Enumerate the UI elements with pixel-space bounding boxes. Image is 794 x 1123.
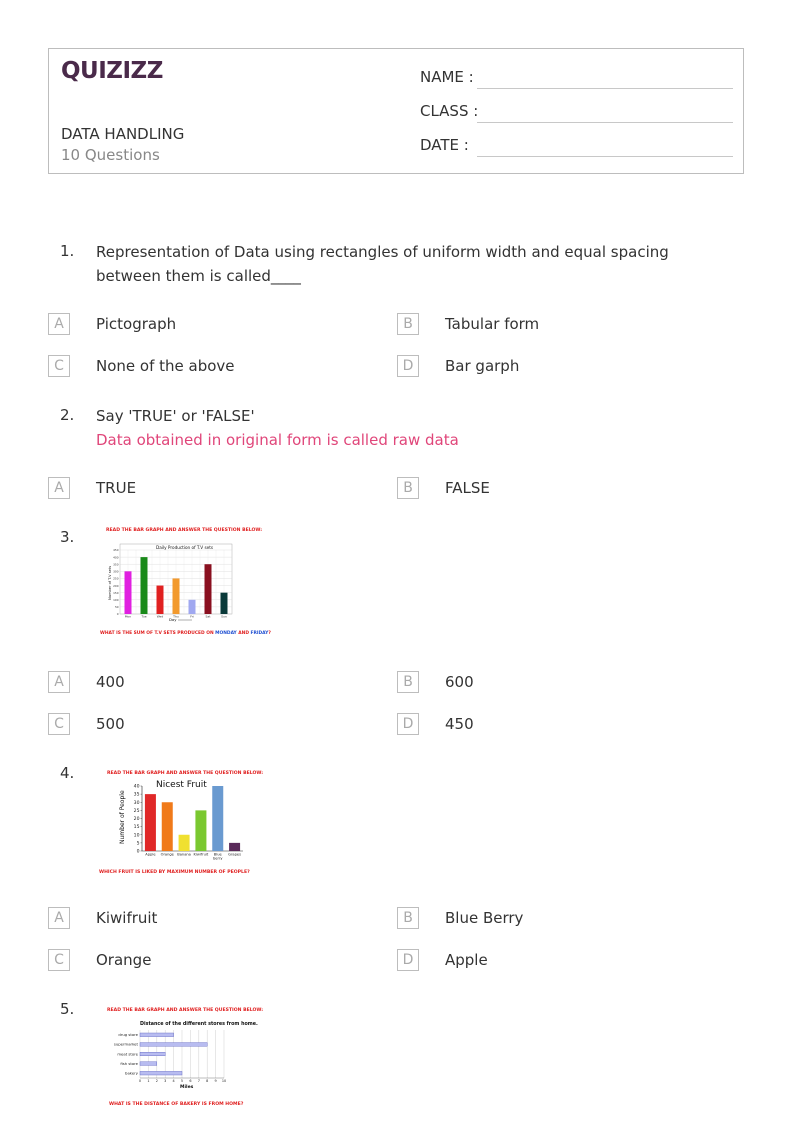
bar <box>140 1043 207 1047</box>
y-tick-label: drug store <box>118 1032 138 1038</box>
option-letter-b[interactable]: B <box>397 907 419 929</box>
y-tick-label: 250 <box>113 576 119 581</box>
x-tick-label: Grapes <box>228 852 242 857</box>
x-tick-label: Sun <box>221 614 227 619</box>
chart-title: Daily Production of T.V sets <box>156 545 214 550</box>
y-tick-label: 0 <box>136 849 140 855</box>
option-text[interactable]: Pictograph <box>96 315 177 333</box>
option-text[interactable]: Orange <box>96 951 152 969</box>
x-tick-label: Wed <box>156 614 164 619</box>
y-tick-label: 350 <box>113 562 119 567</box>
option-text[interactable]: Apple <box>445 951 488 969</box>
y-ticks <box>134 784 142 855</box>
chart-question: WHAT IS THE DISTANCE OF BAKERY IS FROM HOME? <box>109 1102 244 1107</box>
question-number: 5. <box>60 1000 75 1018</box>
quizizz-logo: QUIZIZZ <box>61 58 163 84</box>
x-ticks <box>139 1079 226 1083</box>
chart-title: Distance of the different stores from home. <box>140 1022 258 1027</box>
y-tick-label: 5 <box>136 841 140 847</box>
option-text[interactable]: TRUE <box>96 479 137 497</box>
worksheet-title: DATA HANDLING <box>61 125 185 143</box>
option-letter-d[interactable]: D <box>397 949 419 971</box>
x-tick-label: Apple <box>145 852 156 857</box>
bar <box>229 843 240 851</box>
y-axis-label: Number of T.V sets <box>108 565 112 600</box>
option-text[interactable]: FALSE <box>445 479 490 497</box>
chart-heading: READ THE BAR GRAPH AND ANSWER THE QUESTION BELOW: <box>107 771 264 776</box>
option-text[interactable]: Bar garph <box>445 357 520 375</box>
chart-title: Nicest Fruit <box>156 780 207 790</box>
nicest-fruit-bar-chart-image <box>98 766 264 878</box>
option-text[interactable]: 500 <box>96 715 125 733</box>
bar <box>141 557 148 614</box>
x-tick-label: 7 <box>197 1079 200 1083</box>
y-tick-label: fish store <box>120 1060 138 1066</box>
option-letter-a[interactable]: A <box>48 907 70 929</box>
y-tick-label: 15 <box>133 825 140 831</box>
x-tick-label: Fri <box>190 614 194 619</box>
question-statement: Data obtained in original form is called raw data <box>96 431 459 449</box>
option-text[interactable]: Blue Berry <box>445 909 524 927</box>
chart-question: WHICH FRUIT IS LIKED BY MAXIMUM NUMBER OF PEOPLE? <box>99 870 250 875</box>
bar <box>212 786 223 851</box>
x-axis-label: Miles <box>180 1085 194 1090</box>
x-tick-label: Tue <box>141 614 147 619</box>
option-letter-a[interactable]: A <box>48 477 70 499</box>
y-tick-label: 400 <box>113 555 119 560</box>
chart-heading: READ THE BAR GRAPH AND ANSWER THE QUESTION BELOW: <box>107 1008 264 1013</box>
x-tick-label: Thu <box>173 614 179 619</box>
tv-sets-bar-chart-image <box>98 522 271 640</box>
x-tick-label: 9 <box>214 1079 217 1083</box>
x-tick-label: 4 <box>172 1079 175 1083</box>
x-axis-label: Day <box>169 617 177 622</box>
x-tick-label: 2 <box>155 1079 158 1083</box>
x-tick-label: berry <box>212 856 223 861</box>
x-tick-label: 5 <box>180 1079 184 1083</box>
y-axis-label: Number of People <box>119 790 126 844</box>
x-tick-label: 1 <box>147 1079 150 1083</box>
x-tick-label: 6 <box>189 1079 192 1083</box>
date-input-line[interactable] <box>477 156 733 157</box>
y-tick-label: 10 <box>133 833 140 839</box>
x-tick-label: Blue <box>213 852 222 857</box>
option-letter-d[interactable]: D <box>397 713 419 735</box>
question-count: 10 Questions <box>61 146 160 164</box>
x-labels <box>145 853 241 861</box>
date-label: DATE : <box>420 136 469 154</box>
store-distance-bar-chart-image <box>100 1002 264 1110</box>
bars <box>145 786 240 851</box>
y-tick-label: 450 <box>113 548 119 553</box>
option-text[interactable]: 450 <box>445 715 474 733</box>
x-tick-label: Sat <box>205 614 211 619</box>
chart-question: WHAT IS THE SUM OF T.V SETS PRODUCED ON MONDAY AND FRIDAY? <box>100 631 271 636</box>
bar <box>140 1071 182 1075</box>
bar <box>205 564 212 614</box>
x-tick-label: 10 <box>221 1079 227 1083</box>
bar <box>157 586 164 614</box>
option-letter-c[interactable]: C <box>48 355 70 377</box>
option-text[interactable]: Kiwifruit <box>96 909 158 927</box>
bar <box>221 593 228 614</box>
bar <box>173 578 180 614</box>
option-text[interactable]: None of the above <box>96 357 235 375</box>
chart-heading: READ THE BAR GRAPH AND ANSWER THE QUESTION BELOW: <box>106 528 263 533</box>
x-tick-label: 8 <box>206 1079 209 1083</box>
option-letter-b[interactable]: B <box>397 671 419 693</box>
y-tick-label: 30 <box>133 800 140 806</box>
y-tick-label: 100 <box>113 597 119 602</box>
bar <box>140 1033 174 1037</box>
y-tick-label: supermarket <box>113 1041 138 1047</box>
y-tick-label: 40 <box>133 784 140 790</box>
option-letter-c[interactable]: C <box>48 949 70 971</box>
x-tick-label: Orange <box>160 852 174 857</box>
x-tick-label: 0 <box>138 1079 142 1083</box>
y-tick-label: 25 <box>133 808 140 814</box>
question-text: Say 'TRUE' or 'FALSE' <box>96 407 255 425</box>
bar <box>162 802 173 851</box>
y-labels <box>114 1032 139 1075</box>
y-tick-label: 0 <box>116 612 119 617</box>
option-letter-b[interactable]: B <box>397 313 419 335</box>
y-tick-label: 200 <box>113 583 119 588</box>
y-tick-label: 50 <box>114 605 119 610</box>
name-label: NAME : <box>420 68 474 86</box>
bar <box>189 600 196 614</box>
bar <box>125 571 132 614</box>
option-letter-d[interactable]: D <box>397 355 419 377</box>
class-input-line[interactable] <box>477 122 733 123</box>
y-tick-label: meat store <box>117 1051 138 1057</box>
bar <box>140 1052 165 1056</box>
bar <box>140 1062 157 1066</box>
x-tick-label: Mon <box>124 614 132 619</box>
question-text: Representation of Data using rectangles of uniform width and equal spacing between them is called____ <box>96 243 669 285</box>
option-text[interactable]: 400 <box>96 673 125 691</box>
option-text[interactable]: 600 <box>445 673 474 691</box>
question-number: 4. <box>60 764 75 782</box>
bar <box>145 794 156 851</box>
y-tick-label: 300 <box>113 569 119 574</box>
option-letter-a[interactable]: A <box>48 671 70 693</box>
question-number: 2. <box>60 406 75 424</box>
question-number: 3. <box>60 528 75 546</box>
question-number: 1. <box>60 242 75 260</box>
x-tick-label: 3 <box>164 1079 167 1083</box>
bar <box>195 810 206 851</box>
x-tick-label: Banana <box>177 852 191 857</box>
option-text[interactable]: Tabular form <box>445 315 540 333</box>
class-label: CLASS : <box>420 102 479 120</box>
option-letter-a[interactable]: A <box>48 313 70 335</box>
option-letter-b[interactable]: B <box>397 477 419 499</box>
y-tick-label: 150 <box>113 590 119 595</box>
y-tick-label: 20 <box>133 817 140 823</box>
bar <box>179 835 190 851</box>
y-tick-label: 35 <box>133 792 140 798</box>
option-letter-c[interactable]: C <box>48 713 70 735</box>
y-ticks <box>113 548 119 616</box>
name-input-line[interactable] <box>477 88 733 89</box>
x-tick-label: Kiwifruit <box>193 852 209 857</box>
y-tick-label: bakery <box>125 1070 138 1076</box>
